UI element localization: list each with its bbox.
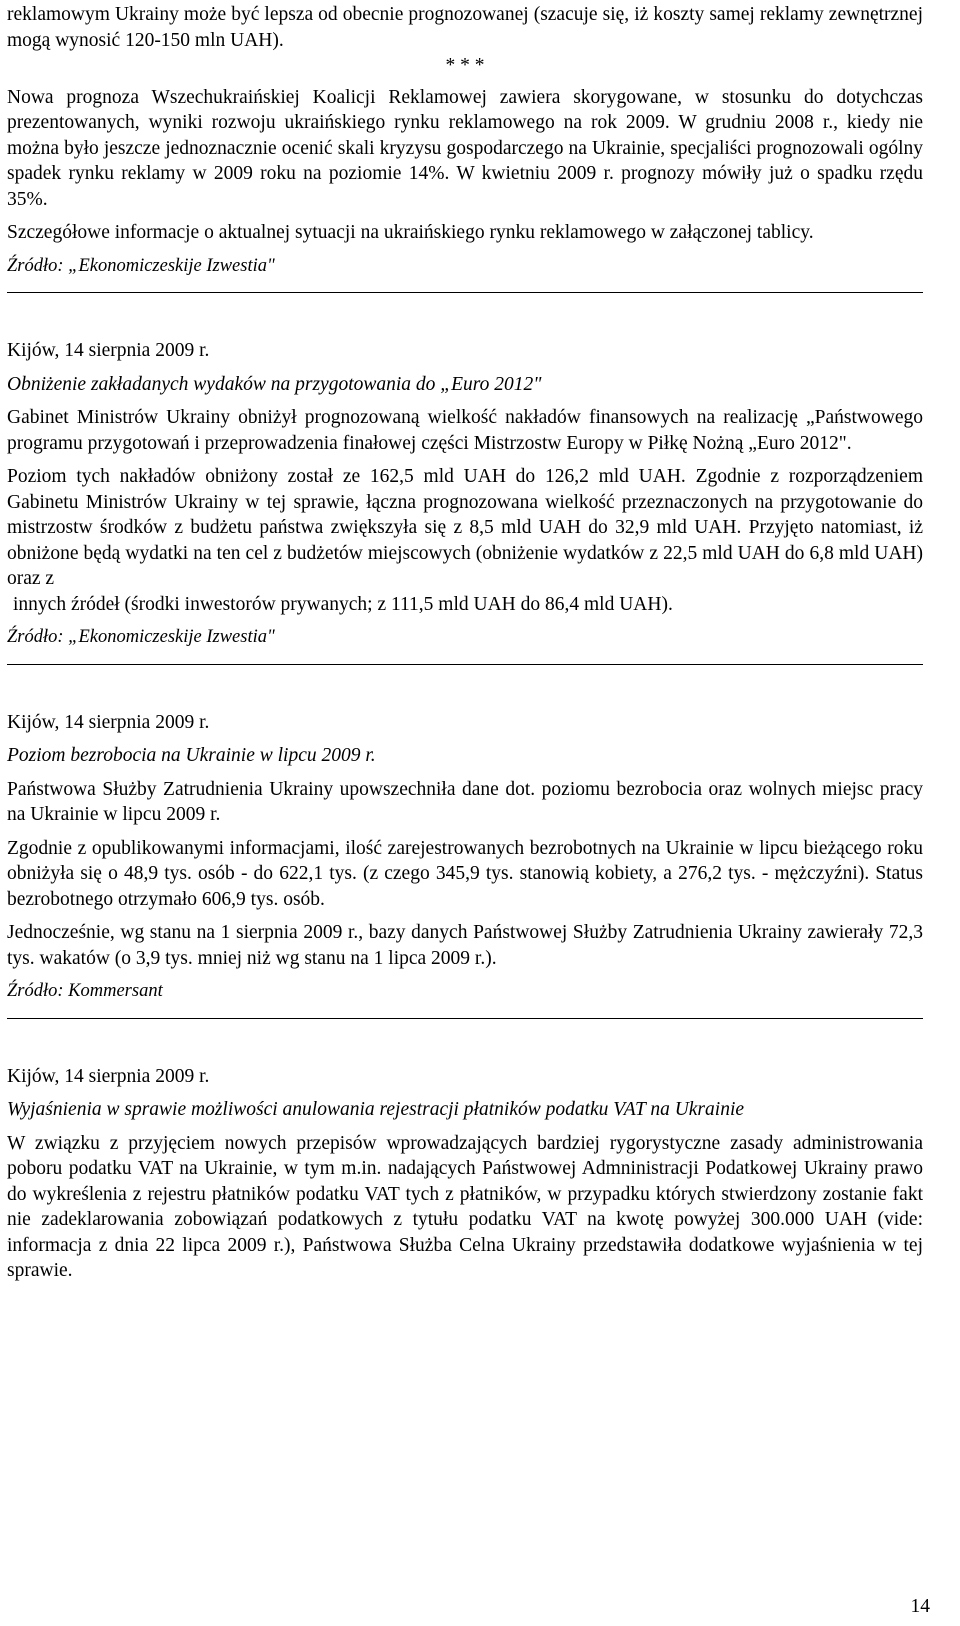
- document-page: [7, 2, 923, 1284]
- vat-paragraph-1: W związku z przyjęciem nowych przepisów wprowadzających bardziej rygorystyczne zasady administrowania poboru podatku VAT na Ukrainie, w tym m.in. nadających Państwowej Admninistracji Podatkowej Ukrainy prawo do wykreślenia z rejestru płatników podatku VAT tych z płatników, w przypadku których stwierdzony zostanie fakt nie zadeklarowania zobowiązań podatkowych z tytułu podatku VAT na kwotę powyżej 300.000 UAH (vide: informacja z dnia 22 lipca 2009 r.), Państwowa Służba Celna Ukrainy przedstawiła dodatkowe wyjaśnienia w tej sprawie.: [7, 1132, 923, 1281]
- euro-paragraph-2: Poziom tych nakładów obniżony został ze 162,5 mld UAH do 126,2 mld UAH. Zgodnie z rozporządzeniem Gabinetu Ministrów Ukrainy w tej sprawie, łączna prognozowana wielkość przeznaczonych na przygotowanie do mistrzostw środków z budżetu państwa zwiększyła się z 8,5 mld UAH do 32,9 mld UAH. Przyjęto natomiast, iż obniżone będą wydatki na ten cel z budżetów miejscowych (obniżenie wydatków z 22,5 mld UAH do 6,8 mld UAH) oraz z: [7, 466, 923, 589]
- section-separator: * * *: [445, 55, 485, 76]
- intro-paragraph-2: Szczegółowe informacje o aktualnej sytuacji na ukraińskiego rynku reklamowego w załączonej tablicy.: [7, 222, 814, 243]
- unemployment-headline: Poziom bezrobocia na Ukrainie w lipcu 2009 r.: [7, 745, 376, 766]
- section-divider: [7, 664, 923, 665]
- intro-paragraph-1: Nowa prognoza Wszechukraińskiej Koalicji Reklamowej zawiera skorygowane, w stosunku do dotychczas prezentowanych, wyniki rozwoju ukraińskiego rynku reklamowego na rok 2009. W grudniu 2008 r., kiedy nie można było jeszcze jednoznacznie ocenić skali kryzysu gospodarczego na Ukrainie, specjaliści prognozowali ogólny spadek rynku reklamy w 2009 roku na poziomie 14%. W kwietniu 2009 r. prognozy mówiły już o spadku rzędu 35%.: [7, 86, 923, 210]
- euro-source: Źródło: „Ekonomiczeskije Izwestia": [7, 627, 275, 647]
- unemployment-paragraph-1: Państwowa Służby Zatrudnienia Ukrainy upowszechniła dane dot. poziomu bezrobocia oraz wolnych miejsc pracy na Ukrainie w lipcu 2009 r.: [7, 778, 923, 825]
- euro-headline: Obniżenie zakładanych wydaków na przygotowania do „Euro 2012": [7, 373, 542, 395]
- vat-headline: Wyjaśnienia w sprawie możliwości anulowania rejestracji płatników podatku VAT na Ukrainie: [7, 1099, 745, 1120]
- euro-paragraph-1: Gabinet Ministrów Ukrainy obniżył prognozowaną wielkość nakładów finansowych na realizację „Państwowego programu przygotowań i przeprowadzenia finałowej części Mistrzostw Europy w Piłkę Nożną „Euro 2012".: [7, 407, 923, 454]
- unemployment-source: Źródło: Kommersant: [7, 981, 163, 1001]
- intro-source: Źródło: „Ekonomiczeskije Izwestia": [7, 255, 275, 276]
- unemployment-paragraph-3: Jednocześnie, wg stanu na 1 sierpnia 2009 r., bazy danych Państwowej Służby Zatrudnienia Ukrainy zawierały 72,3 tys. wakatów (o 3,9 tys. mniej niż wg stanu na 1 lipca 2009 r.).: [7, 922, 923, 969]
- vat-dateline: Kijów, 14 sierpnia 2009 r.: [7, 1065, 210, 1087]
- section-divider: [7, 292, 923, 293]
- intro-continuation: reklamowym Ukrainy może być lepsza od obecnie prognozowanej (szacuje się, iż koszty samej reklamy zewnętrznej mogą wynosić 120-150 mln UAH).: [7, 4, 923, 51]
- unemployment-dateline: Kijów, 14 sierpnia 2009 r.: [7, 711, 210, 733]
- euro-dateline: Kijów, 14 sierpnia 2009 r.: [7, 340, 210, 361]
- page-number: 14: [910, 1596, 930, 1617]
- unemployment-paragraph-2: Zgodnie z opublikowanymi informacjami, ilość zarejestrowanych bezrobotnych na Ukrainie w lipcu bieżącego roku obniżyła się o 48,9 tys. osób - do 622,1 tys. (z czego 345,9 tys. stanowią kobiety, a 276,2 tys. - mężczyźni). Status bezrobotnego otrzymało 606,9 tys. osób.: [7, 837, 923, 910]
- euro-paragraph-2-last: innych źródeł (środki inwestorów prywanych; z 111,5 mld UAH do 86,4 mld UAH).: [13, 593, 673, 615]
- section-divider: [7, 1018, 923, 1019]
